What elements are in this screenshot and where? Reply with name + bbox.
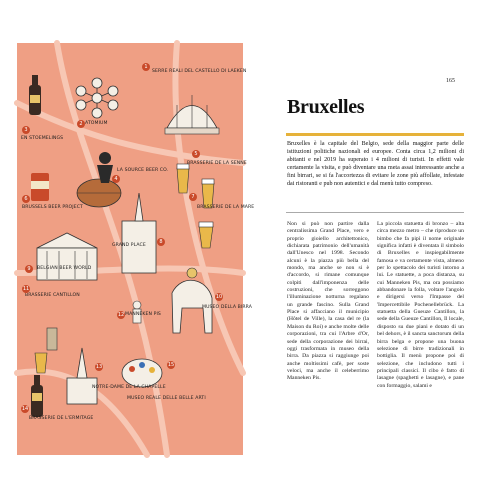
map-number: 4 [112, 175, 120, 183]
map-number: 15 [167, 362, 175, 368]
intro-paragraph: Bruxelles è la capitale del Belgio, sede della maggior parte delle istituzioni politiche nazionali ed europee. Conta circa 1,2 milioni di abitanti e nel 2019 ha superato i 4 milioni di turisti. In effetti vale certamente la visita, e può diventare una meta assai interessante anche a fini birrari, se si fa l'accortezza di evitare le zone più affollate, infestate dai ristoranti e pub non autentici e dal menù tutto compreso. [287, 141, 464, 188]
page-title: Bruxelles [287, 96, 365, 118]
map-label-ermitage: BRASSERIE DE L'ERMITAGE [29, 416, 94, 421]
map-illustration [17, 43, 243, 455]
map-label-atomium: ATOMIUM [85, 121, 108, 126]
map-number: 5 [192, 150, 200, 158]
map-number: 3 [22, 126, 30, 134]
accent-rule [286, 133, 464, 136]
map-number: 2 [77, 120, 85, 128]
atomium-icon [76, 78, 118, 118]
page-number: 165 [446, 78, 455, 84]
body-column-left: Non si può non partire dalla centralissima Grand Place, vero e proprio gioiello architettonico, dichiarata patrimonio dell'umanità dall'Unesco nel 1998. Secondo alcuni è la piazza più bella del mondo, ma anche se non si è d'accordo, si rimane comunque colpiti dall'imponenza delle costruzioni, che sorreggono l'illuminazione notturna regalano un grande fascino. Sulla Grand Place si affacciano il municipio (Hôtel de Ville), la casa del re (la Maison du Roi) e anche molte delle corporazioni, tra cui l'Arbre d'Or, sede della corporazione dei birrai, oggi trasformata in museo della birra. Da piazza si raggiunge poi anche moltissimi cafè, per soste veloci, ma anche il celeberrimo Manneken Pis. [287, 221, 369, 382]
map-label-museo-birra: MUSEO DELLA BIRRA [202, 305, 253, 310]
divider [286, 212, 464, 213]
beer-can-icon [31, 173, 49, 201]
map-label-museo-belle-arti: MUSEO REALE DELLE BELLE ARTI [127, 396, 206, 401]
map-number: 8 [157, 238, 165, 246]
map-label-belgian-beer-world: BELGIAN BEER WORLD [37, 266, 92, 271]
map-label-serre: SERRE REALI DEL CASTELLO DI LAEKEN [152, 69, 247, 74]
map-number: 1 [142, 63, 150, 71]
beer-bottle-icon [31, 375, 43, 417]
stock-exchange-icon [37, 233, 97, 280]
map-label-source: LA SOURCE BEER CO. [117, 168, 169, 173]
map-number: 13 [95, 364, 103, 370]
beer-glass-icon [177, 164, 189, 193]
beer-glass-icon [199, 222, 213, 248]
map-number: 11 [22, 286, 30, 292]
map-number: 14 [21, 406, 29, 412]
town-hall-icon [122, 193, 156, 273]
body-column-right: La piccola statuetta di bronzo – alta circa mezzo metro – che riproduce un bimbo che fa pipì il nome originale significa infatti è diventata il simbolo di Bruxelles e inspiegabilmente famosa e va certamente vista, almeno per lo spettacolo dei turisti intorno a lui. Le statuette, a poca distanza, su cui Manneken Pis, ma ora possiamo abbandonare la folla, voltare l'angolo e dirigersi verso l'Impasse del 'Impercettibile Pochenellebrück. La statuetta della Gueuze Cantillon, la sede della Gueuze Cantillon, Il locale, disposto su due piani e dotato di un bel dehors, è il sancta sanctorum della birra belga e propone una buona selezione di birre tradizionali in bottiglia. Il menù propone poi di selezione, che includono tutti i principali classici. Il cibo è fatto di lasagne (spaghetti e lasagne), e pane con formaggio, salami e [377, 221, 464, 389]
beer-bottle-icon [29, 75, 41, 115]
map-label-brussels-beer-project: BRUSSELS BEER PROJECT [22, 205, 83, 210]
map-label-senne: BRASSERIE DE LA SENNE [187, 161, 247, 166]
beer-glass-icon [202, 179, 214, 208]
beer-tap-icon [35, 328, 57, 373]
map-label-manneken: MANNEKEN PIS [125, 312, 161, 317]
map-number: 9 [25, 265, 33, 273]
map-label-mare: BRASSERIE DE LA MARE [197, 205, 255, 210]
paint-palette-icon [122, 359, 162, 387]
map-number: 6 [22, 195, 30, 203]
map-number: 7 [189, 193, 197, 201]
illustrated-map [17, 43, 255, 455]
map-label-notre-dame: NOTRE-DAME DE LA CHAPELLE [92, 385, 166, 390]
map-label-grand-place: GRAND PLACE [112, 243, 146, 248]
map-number: 10 [215, 294, 223, 300]
map-number: 12 [117, 312, 125, 318]
map-label-cantillon: BRASSERIE CANTILLON [25, 293, 80, 298]
map-label-stoemelings: EN STOEMELINGS [21, 136, 64, 141]
